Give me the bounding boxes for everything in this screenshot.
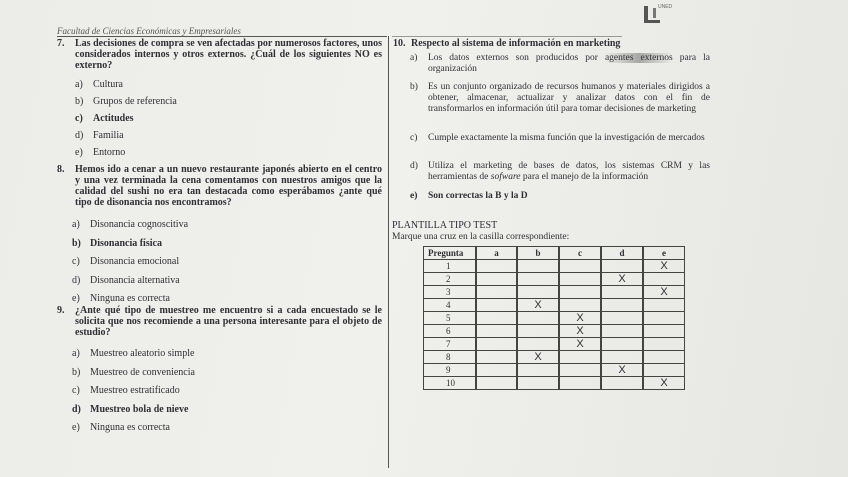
- grid-question-number: 8: [423, 350, 476, 364]
- q8-option-e: e) Ninguna es correcta: [72, 293, 170, 304]
- grid-cell-marked[interactable]: [517, 298, 559, 312]
- grid-cell-marked[interactable]: [601, 272, 643, 286]
- header-rule: [57, 36, 387, 37]
- column-divider: [388, 36, 389, 468]
- header-rule-right: [392, 36, 622, 37]
- answer-grid: [423, 246, 685, 389]
- grid-question-number: 9: [423, 363, 476, 377]
- grid-cell-marked[interactable]: [559, 337, 601, 351]
- smudged-text: agentes externos: [604, 53, 673, 63]
- q7-option-c: c) Actitudes: [75, 113, 134, 124]
- grid-cell[interactable]: [517, 337, 559, 351]
- q8-option-a: a) Disonancia cognoscitiva: [72, 219, 189, 230]
- grid-cell[interactable]: [601, 376, 643, 390]
- answer-mark: X: [576, 312, 584, 324]
- q8-option-c: c) Disonancia emocional: [72, 256, 180, 267]
- grid-cell[interactable]: [601, 350, 643, 364]
- grid-question-number: 2: [423, 272, 476, 286]
- grid-cell[interactable]: [517, 376, 559, 390]
- grid-question-number: 10: [423, 376, 476, 390]
- q10-option-a: a) Los datos externos son producidos por agentes externos para la organización: [410, 53, 710, 74]
- answer-mark: X: [534, 351, 542, 363]
- grid-cell[interactable]: [476, 272, 517, 286]
- grid-question-number: 5: [423, 311, 476, 325]
- grid-header-a: a: [476, 246, 517, 260]
- template-title: PLANTILLA TIPO TEST: [392, 220, 498, 231]
- grid-cell[interactable]: [559, 298, 601, 312]
- grid-cell[interactable]: [517, 324, 559, 338]
- grid-question-number: 4: [423, 298, 476, 312]
- grid-cell[interactable]: [601, 324, 643, 338]
- grid-cell[interactable]: [559, 272, 601, 286]
- grid-cell[interactable]: [601, 311, 643, 325]
- q7-option-d: d) Familia: [75, 130, 124, 141]
- grid-cell[interactable]: [476, 337, 517, 351]
- grid-header-pregunta: Pregunta: [423, 246, 476, 260]
- grid-cell[interactable]: [643, 350, 685, 364]
- q7-option-a: a) Cultura: [75, 79, 123, 90]
- question-9: 9. ¿Ante qué tipo de muestreo me encuentro si a cada encuestado se le solicita que nos recomiende a una persona interesante para el objeto de estudio?: [57, 305, 382, 338]
- answer-mark: X: [618, 364, 626, 376]
- grid-cell[interactable]: [476, 376, 517, 390]
- grid-cell[interactable]: [643, 272, 685, 286]
- grid-question-number: 7: [423, 337, 476, 351]
- faculty-header: Facultad de Ciencias Económicas y Empresariales: [57, 26, 241, 36]
- template-instructions: Marque una cruz en la casilla correspondiente:: [392, 232, 570, 242]
- grid-cell[interactable]: [476, 363, 517, 377]
- grid-question-number: 1: [423, 259, 476, 273]
- question-7: 7. Las decisiones de compra se ven afectadas por numerosos factores, unos considerados internos y otros externos. ¿Cuál de los siguientes NO es externo?: [57, 38, 382, 71]
- answer-mark: X: [660, 286, 668, 298]
- question-9-text: ¿Ante qué tipo de muestreo me encuentro si a cada encuestado se le solicita que nos recomiende a una persona interesante para el objeto de estudio?: [75, 305, 382, 338]
- grid-cell-marked[interactable]: [643, 376, 685, 390]
- grid-cell[interactable]: [643, 311, 685, 325]
- q9-option-b: b) Muestreo de conveniencia: [72, 366, 195, 378]
- grid-cell[interactable]: [517, 272, 559, 286]
- grid-cell[interactable]: [517, 285, 559, 299]
- grid-cell[interactable]: [476, 298, 517, 312]
- question-8-text: Hemos ido a cenar a un nuevo restaurante japonés abierto en el centro y una vez terminada la cena comentamos con nuestros amigos que la calidad del sushi no era tan destacada como esperábamos ¿ante qué tipo de disonancia nos encontramos?: [75, 164, 382, 208]
- grid-cell[interactable]: [643, 337, 685, 351]
- grid-cell[interactable]: [476, 259, 517, 273]
- grid-cell[interactable]: [559, 285, 601, 299]
- grid-header-c: c: [559, 246, 601, 260]
- grid-question-number: 3: [423, 285, 476, 299]
- q7-option-e: e) Entorno: [75, 147, 126, 158]
- grid-cell[interactable]: [517, 259, 559, 273]
- grid-header-d: d: [601, 246, 643, 260]
- university-logo: UNED: [644, 4, 674, 28]
- grid-cell-marked[interactable]: [601, 363, 643, 377]
- q7-option-b: b) Grupos de referencia: [75, 96, 177, 107]
- grid-header-e: e: [643, 246, 685, 260]
- q9-option-e: e) Ninguna es correcta: [72, 422, 170, 433]
- question-10: 10. Respecto al sistema de información en marketing: [393, 38, 713, 49]
- grid-cell[interactable]: [643, 324, 685, 338]
- grid-cell[interactable]: [559, 376, 601, 390]
- q10-option-e: e) Son correctas la B y la D: [410, 191, 528, 201]
- q9-option-d: d) Muestreo bola de nieve: [72, 403, 189, 415]
- grid-cell[interactable]: [476, 311, 517, 325]
- question-8: 8. Hemos ido a cenar a un nuevo restaurante japonés abierto en el centro y una vez terminada la cena comentamos con nuestros amigos que la calidad del sushi no era tan destacada como esperábamos ¿ante qué tipo de disonancia nos encontramos?: [57, 164, 382, 208]
- q9-option-c: c) Muestreo estratificado: [72, 385, 180, 396]
- question-7-text: Las decisiones de compra se ven afectadas por numerosos factores, unos considerados internos y otros externos. ¿Cuál de los siguientes NO es externo?: [75, 38, 382, 71]
- grid-cell[interactable]: [559, 259, 601, 273]
- grid-cell[interactable]: [643, 363, 685, 377]
- answer-mark: X: [660, 260, 668, 272]
- grid-cell-marked[interactable]: [559, 324, 601, 338]
- grid-cell[interactable]: [601, 259, 643, 273]
- grid-cell-marked[interactable]: [643, 285, 685, 299]
- grid-cell[interactable]: [601, 285, 643, 299]
- answer-mark: X: [660, 377, 668, 389]
- answer-mark: X: [576, 338, 584, 350]
- q10-option-d: d) Utiliza el marketing de bases de datos, los sistemas CRM y las herramientas de sofware para el manejo de la información: [410, 161, 710, 182]
- answer-mark: X: [576, 325, 584, 337]
- grid-cell[interactable]: [559, 363, 601, 377]
- q10-option-c: c) Cumple exactamente la misma función que la investigación de mercados: [410, 133, 705, 143]
- q8-option-b: b) Disonancia física: [72, 237, 162, 249]
- grid-cell-marked[interactable]: [517, 350, 559, 364]
- grid-cell[interactable]: [476, 285, 517, 299]
- q9-option-a: a) Muestreo aleatorio simple: [72, 348, 195, 359]
- answer-mark: X: [534, 299, 542, 311]
- answer-mark: X: [618, 273, 626, 285]
- grid-cell[interactable]: [559, 350, 601, 364]
- grid-cell[interactable]: [643, 298, 685, 312]
- grid-cell[interactable]: [476, 350, 517, 364]
- grid-header-b: b: [517, 246, 559, 260]
- grid-cell[interactable]: [476, 324, 517, 338]
- grid-cell[interactable]: [517, 311, 559, 325]
- q8-option-d: d) Disonancia alternativa: [72, 274, 180, 286]
- grid-cell-marked[interactable]: [559, 311, 601, 325]
- grid-cell-marked[interactable]: [643, 259, 685, 273]
- grid-question-number: 6: [423, 324, 476, 338]
- q10-option-b: b) Es un conjunto organizado de recursos humanos y materiales dirigidos a obtener, almacenar, actualizar y analizar datos con el fin de transformarlos en información útil para tomar decisiones de marketing: [410, 82, 710, 114]
- grid-cell[interactable]: [601, 337, 643, 351]
- question-10-text: Respecto al sistema de información en marketing: [411, 38, 621, 49]
- grid-cell[interactable]: [601, 298, 643, 312]
- grid-cell[interactable]: [517, 363, 559, 377]
